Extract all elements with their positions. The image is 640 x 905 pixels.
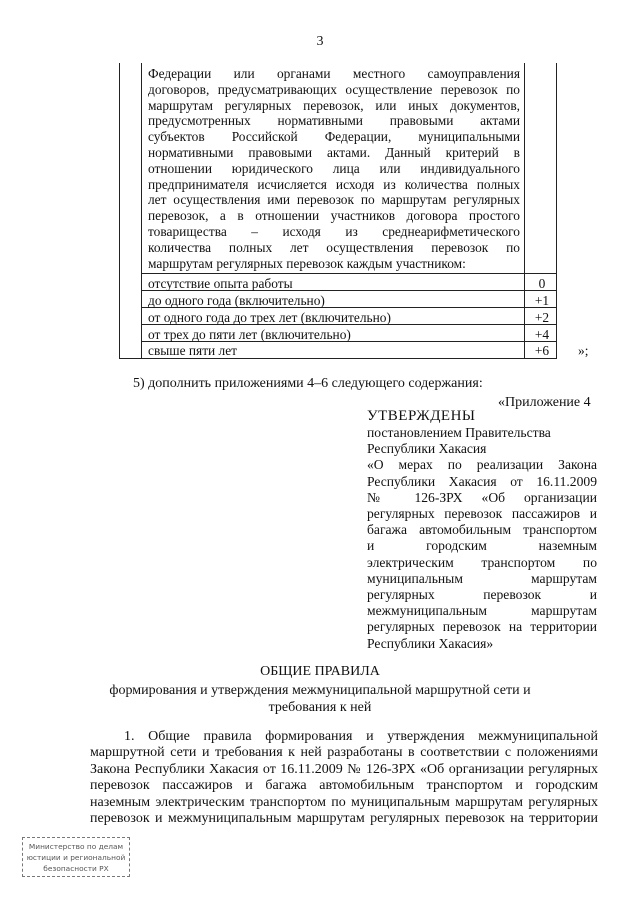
rules-subtitle: формирования и утверждения межмуниципальной маршрутной сети и: [109, 683, 531, 698]
row-divider: [141, 273, 557, 274]
ministry-stamp: [22, 837, 130, 877]
approval-line: «О мерах по реализации Закона: [367, 457, 597, 473]
body-line: 1. Общие правила формирования и утверждения межмуниципальной: [124, 729, 598, 744]
option-points: +1: [534, 293, 550, 308]
approval-line: Республики Хакасия от 16.11.2009: [367, 473, 597, 489]
paragraph-5: 5) дополнить приложениями 4–6 следующего содержания:: [133, 376, 483, 391]
table-points-divider: [524, 63, 525, 359]
text-line: товарищества – исходя из среднеарифметического: [148, 223, 520, 239]
approval-line: багажа автомобильным транспортом: [367, 522, 597, 538]
text-line: отношении юридического лица или индивидуального: [148, 160, 520, 176]
option-points: +6: [534, 343, 550, 358]
text-line: маршрутам регулярных перевозок каждым участником:: [148, 255, 466, 271]
approval-line: регулярных перевозок пассажиров и: [367, 506, 597, 522]
option-points: 0: [538, 276, 546, 291]
approval-line: муниципальным маршрутам: [367, 570, 597, 586]
text-line: маршрутам регулярных перевозок, или иных документов,: [148, 97, 520, 113]
body-line: перевозок пассажиров и багажа автомобильным транспортом и городским: [90, 778, 598, 794]
body-line: наземным электрическим транспортом по муниципальным маршрутам регулярных: [90, 794, 598, 810]
stamp-line: Министерство по делам: [28, 842, 124, 851]
approval-block: [367, 408, 597, 652]
rules-subtitle: требования к ней: [268, 700, 372, 715]
option-label: отсутствие опыта работы: [148, 276, 293, 291]
criterion-continuation-text: [148, 66, 520, 271]
option-label: свыше пяти лет: [148, 343, 238, 358]
text-line: лет осуществления ими перевозок по маршрутам регулярных: [148, 192, 520, 208]
text-line: предусмотренных нормативными правовыми актами: [148, 113, 520, 129]
text-line: перевозок, а в отношении участников договора простого: [148, 208, 520, 224]
table-inner-left-border: [141, 63, 142, 359]
option-points: +4: [534, 327, 550, 342]
option-points: +2: [534, 310, 550, 325]
table-left-border: [119, 63, 120, 359]
approval-line: Республики Хакасия»: [367, 635, 494, 651]
approval-line: постановлением Правительства: [367, 425, 551, 440]
option-label: от одного года до трех лет (включительно): [148, 310, 391, 325]
approval-line: межмуниципальным маршрутам: [367, 603, 597, 619]
option-label: от трех до пяти лет (включительно): [148, 327, 351, 342]
text-line: нормативными правовыми актами. Данный критерий в: [148, 144, 520, 160]
page-number: 3: [316, 34, 324, 49]
stamp-line: юстиции и региональной: [26, 853, 126, 862]
approval-line: регулярных перевозок и: [367, 587, 597, 603]
approval-line: регулярных перевозок на территории: [367, 619, 597, 635]
approval-title: УТВЕРЖДЕНЫ: [367, 408, 476, 424]
body-line: Закона Республики Хакасия от 16.11.2009 № 126-ЗРХ «Об организации регулярных: [90, 761, 598, 777]
approval-line: Республики Хакасия: [367, 441, 487, 457]
text-line: договоров, предусматривающих осуществление перевозок по: [148, 81, 520, 97]
closing-quote: »;: [578, 343, 589, 358]
body-line: перевозок и межмуниципальным маршрутам регулярных перевозок на территории: [90, 811, 598, 827]
body-line: маршрутной сети и требования к ней разработаны в соответствии с положениями: [90, 745, 598, 761]
stamp-line: безопасности РХ: [43, 864, 109, 873]
rules-title: ОБЩИЕ ПРАВИЛА: [260, 664, 380, 679]
approval-line: № 126-ЗРХ «Об организации: [367, 489, 597, 505]
approval-line: электрическим транспортом по: [367, 554, 597, 570]
text-line: количества полных лет осуществления перевозок по: [148, 239, 520, 255]
rules-body: [90, 729, 598, 827]
approval-line: и городским наземным: [367, 538, 597, 554]
text-line: Федерации или органами местного самоуправления: [148, 66, 520, 81]
option-label: до одного года (включительно): [148, 293, 325, 308]
text-line: предпринимателя исчисляется исходя из количества полных: [148, 176, 520, 192]
text-line: субъектов Российской Федерации, муниципальными: [148, 129, 520, 145]
appendix-label: «Приложение 4: [498, 395, 591, 410]
